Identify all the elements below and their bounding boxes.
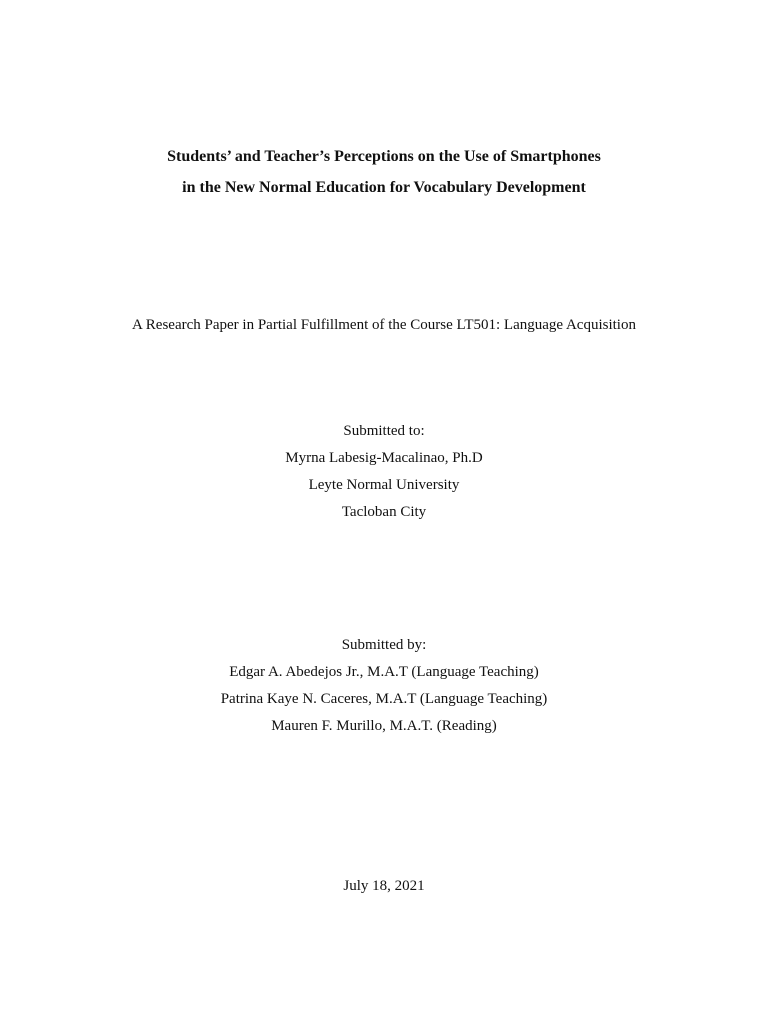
- author-3: Mauren F. Murillo, M.A.T. (Reading): [271, 718, 497, 734]
- purpose-statement: A Research Paper in Partial Fulfillment of the Course LT501: Language Acquisition: [132, 317, 636, 333]
- title-line-1: Students’ and Teacher’s Perceptions on the Use of Smartphones: [167, 148, 601, 165]
- submitted-by-label: Submitted by:: [341, 637, 427, 653]
- submitted-to-label: Submitted to:: [343, 423, 425, 439]
- author-1: Edgar A. Abedejos Jr., M.A.T (Language Teaching): [229, 664, 539, 680]
- author-2: Patrina Kaye N. Caceres, M.A.T (Language Teaching): [220, 691, 548, 707]
- title-line-2: in the New Normal Education for Vocabulary Development: [182, 179, 586, 196]
- institution-name: Leyte Normal University: [308, 477, 460, 493]
- submission-date: July 18, 2021: [343, 878, 425, 894]
- advisor-name: Myrna Labesig-Macalinao, Ph.D: [285, 450, 483, 466]
- institution-city: Tacloban City: [341, 504, 427, 520]
